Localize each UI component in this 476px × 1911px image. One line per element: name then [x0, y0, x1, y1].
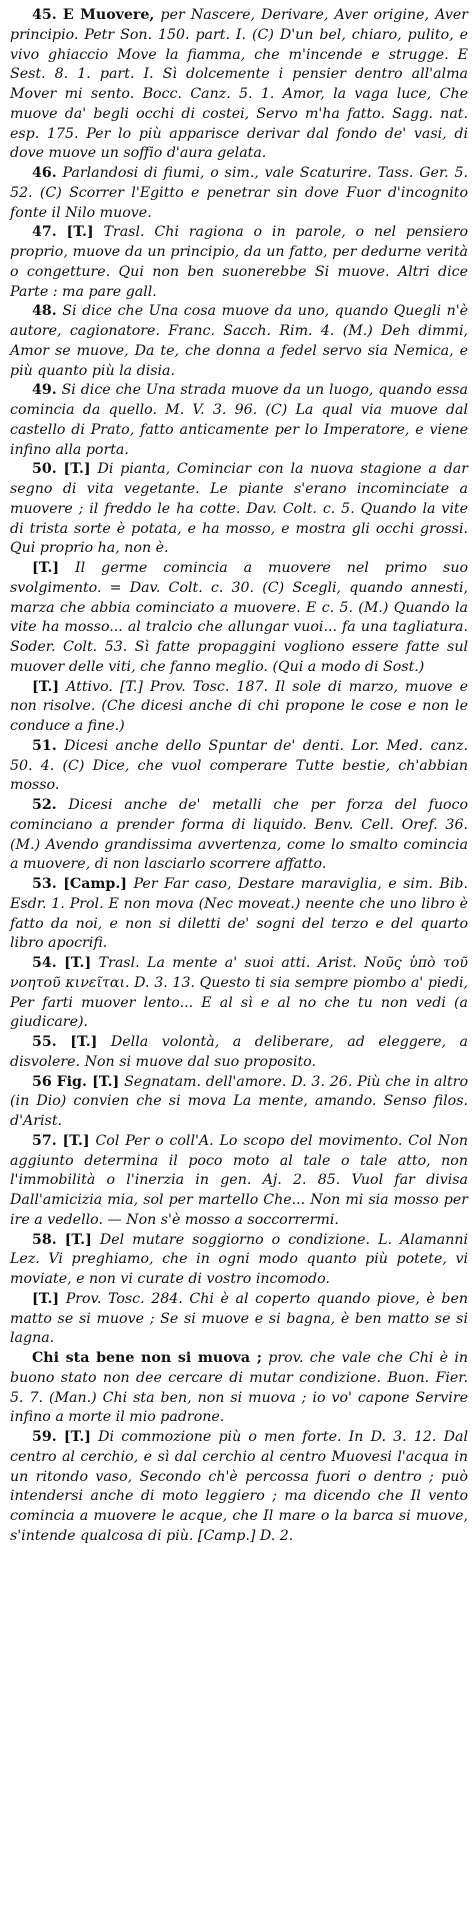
entry-number: 56 — [32, 1073, 52, 1090]
entry-text: Per Far caso, Destare maraviglia, e sim. Bib. Esdr. 1. Prol. E non mova (Nec moveat.) neente che uno libro è fatto da noi, e non si diletti de' sogni del terzo e del quarto libro apocrifi. — [10, 876, 468, 952]
entry-number: 47. — [32, 224, 57, 241]
entry-lemma: E Muovere, — [62, 7, 155, 23]
dictionary-entry — [10, 302, 468, 381]
entry-lemma: [T.] — [64, 955, 92, 971]
entry-lemma: Fig. [T.] — [56, 1073, 120, 1090]
entry-text: Il germe comincia a muovere nel primo suo svolgimento. = Dav. Colt. c. 30. (C) Scegli, quando annesti, marza che abbia cominciato a muovere. E c. 5. (M.) Quando la vite ha mosso... al tralcio che allungar vuoi... fa una tagliatura. Soder. Colt. 53. Sì fatte propaggini vogliono essere fatte sul muover delle viti, che fanno meglio. (Qui a modo di Sost.) — [10, 560, 468, 675]
entry-number: 46. — [32, 165, 57, 181]
entry-number: 48. — [32, 303, 57, 320]
entry-lemma: [Camp.] — [63, 876, 127, 892]
entry-text: Della volontà, a deliberare, ad eleggere, a disvolere. Non si muove dal suo proposito. — [10, 1034, 468, 1070]
entry-text: Segnatam. dell'amore. D. 3. 26. Più che in altro (in Dio) convien che si mova La mente, amando. Senso filos. d'Arist. — [10, 1073, 469, 1129]
dictionary-entry — [10, 1349, 468, 1428]
entry-number: 50. — [32, 461, 57, 478]
entry-text: prov. che vale che Chi è in buono stato non dee cercare di mutar condizione. Buon. Fier. 5. 7. (Man.) Chi sta ben, non si muova ; io vo' capone Servire infino a morte il mio padrone. — [10, 1350, 468, 1426]
dictionary-entry — [10, 1073, 468, 1132]
dictionary-entry — [10, 1428, 468, 1547]
entry-text: Col Per o coll'A. Lo scopo del movimento. Col Non aggiunto determina il poco moto al tale o tale atto, non l'immobilità o l'inerzia in gen. Aj. 2. 85. Vuol far divisa Dall'amicizia mia, sol per martello Che... Non mi sia mosso per ire a vedello. — Non s'è mosso a soccorrermi. — [10, 1132, 469, 1228]
dictionary-entry — [10, 737, 468, 796]
entry-text: Del mutare soggiorno o condizione. L. Alamanni Lez. Vi preghiamo, che in ogni modo quanto più potete, vi moviate, e non vi curate di vostro incomodo. — [10, 1231, 469, 1287]
entry-text: Dicesi anche de' metalli che per forza del fuoco cominciano a prender forma di liquido. Benv. Cell. Oref. 36. (M.) Avendo grandissima avvertenza, come lo smalto comincia a muovere, di non lasciarlo scorrere affatto. — [10, 797, 468, 873]
entry-number: 58. — [32, 1231, 57, 1248]
entry-lemma: [T.] — [64, 1231, 92, 1248]
entry-number: 55. — [32, 1034, 57, 1050]
dictionary-entry — [10, 954, 468, 1033]
dictionary-entry — [10, 559, 468, 678]
dictionary-entry — [10, 460, 468, 559]
entry-text: Prov. Tosc. 284. Chi è al coperto quando piove, è ben matto se si muove ; Se si muove e si bagna, è ben matto se si lagna. — [10, 1290, 468, 1347]
dictionary-entry — [10, 678, 468, 737]
entry-text: Di pianta, Cominciar con la nuova stagione a dar segno di vita vegetante. Le piante s'erano incominciate a muovere ; il freddo le ha cotte. Dav. Colt. c. 5. Quando la vite di trista sorte è potata, e ha mosso, e mostra gli occhi grossi. Qui proprio ha, non è. — [10, 461, 469, 557]
entry-text: Trasl. La mente a' suoi atti. Arist. Νοῦς ὑπὸ τοῦ νοητοῦ κινεῖται. D. 3. 13. Questo ti sia sempre piombo a' piedi, Per farti muover lento... E al sì e al no che tu non vedi (a giudicare). — [10, 955, 469, 1031]
entry-lemma: [T.] — [32, 678, 60, 695]
dictionary-entry — [10, 381, 468, 460]
dictionary-entry — [10, 164, 468, 223]
entry-text: per Nascere, Derivare, Aver origine, Aver principio. Petr Son. 150. part. I. (C) D'un bel, chiaro, pulito, e vivo ghiaccio Move la fiamma, che m'incende e strugge. E Sest. 8. 1. part. I. Sì dolcemente i pensier dentro all'alma Mover mi sento. Bocc. Canz. 5. 1. Amor, la vaga luce, Che muove da' begli occhi di costei, Servo m'ha fatto. Sagg. nat. esp. 175. Per lo più apparisce derivar dal fondo de' vasi, di dove muove un soffio d'aura gelata. — [10, 7, 469, 162]
entry-text: Si dice che Una strada muove da un luogo, quando essa comincia da quello. M. V. 3. 96. (C) La qual via muove dal castello di Prato, fatto anticamente per lo Imperatore, e viene infino alla porta. — [10, 382, 468, 458]
entry-number: 51. — [32, 737, 57, 754]
entry-number: 54. — [32, 955, 57, 971]
entry-text: Si dice che Una cosa muove da uno, quando Quegli n'è autore, cagionatore. Franc. Sacch. Rim. 4. (M.) Deh dimmi, Amor se muove, Da te, che donna a fedel servo sia Nemica, e più quanto più la disia. — [10, 303, 468, 379]
entry-text: Parlandosi di fiumi, o sim., vale Scaturire. Tass. Ger. 5. 52. (C) Scorrer l'Egitto e penetrar sin dove Fuor d'incognito fonte il Nilo muove. — [10, 165, 468, 221]
dictionary-entry — [10, 1132, 468, 1231]
dictionary-entry — [10, 1231, 468, 1290]
entry-number: 52. — [32, 797, 57, 813]
entry-text: Attivo. [T.] Prov. Tosc. 187. Il sole di marzo, muove e non risolve. (Che dicesi anche di chi propone le cose e non le conduce a fine.) — [10, 678, 469, 734]
dictionary-entry — [10, 1033, 468, 1073]
dictionary-entry — [10, 796, 468, 875]
entry-lemma: Chi sta bene non si muova ; — [32, 1350, 263, 1366]
entry-lemma: [T.] — [32, 560, 60, 576]
dictionary-entry — [10, 6, 468, 164]
dictionary-entry — [10, 1290, 468, 1349]
entry-number: 57. — [32, 1132, 57, 1149]
entry-lemma: [T.] — [32, 1290, 60, 1307]
dictionary-entry — [10, 223, 468, 302]
entry-number: 53. — [32, 876, 57, 892]
entry-text: Dicesi anche dello Spuntar de' denti. Lor. Med. canz. 50. 4. (C) Dice, che vuol comperare Tutte bestie, ch'abbian mosso. — [10, 737, 468, 794]
entry-lemma: [T.] — [70, 1034, 98, 1050]
entry-number: 45. — [32, 7, 57, 23]
entry-lemma: [T.] — [63, 461, 91, 478]
entry-number: 59. — [32, 1429, 57, 1445]
entry-text: Trasl. Chi ragiona o in parole, o nel pensiero proprio, muove da un principio, da un fatto, per dedurne verità o congetture. Qui non ben suonerebbe Si muove. Altri dice Parte : ma pare gall. — [10, 224, 468, 300]
entry-lemma: [T.] — [66, 224, 94, 241]
entry-text: Di commozione più o men forte. In D. 3. 12. Dal centro al cerchio, e sì dal cerchio al centro Muovesi l'acqua in un ritondo vaso, Secondo ch'è percossa fuori o dentro ; può intendersi anche di moto leggiero ; ma dicendo che Il vento comincia a muovere le acque, che Il mare o la barca si muove, s'intende qualcosa di più. [Camp.] D. 2. — [10, 1429, 468, 1544]
entry-lemma: [T.] — [63, 1429, 91, 1445]
dictionary-entry — [10, 875, 468, 954]
entry-number: 49. — [32, 382, 57, 399]
entry-lemma: [T.] — [62, 1132, 90, 1149]
